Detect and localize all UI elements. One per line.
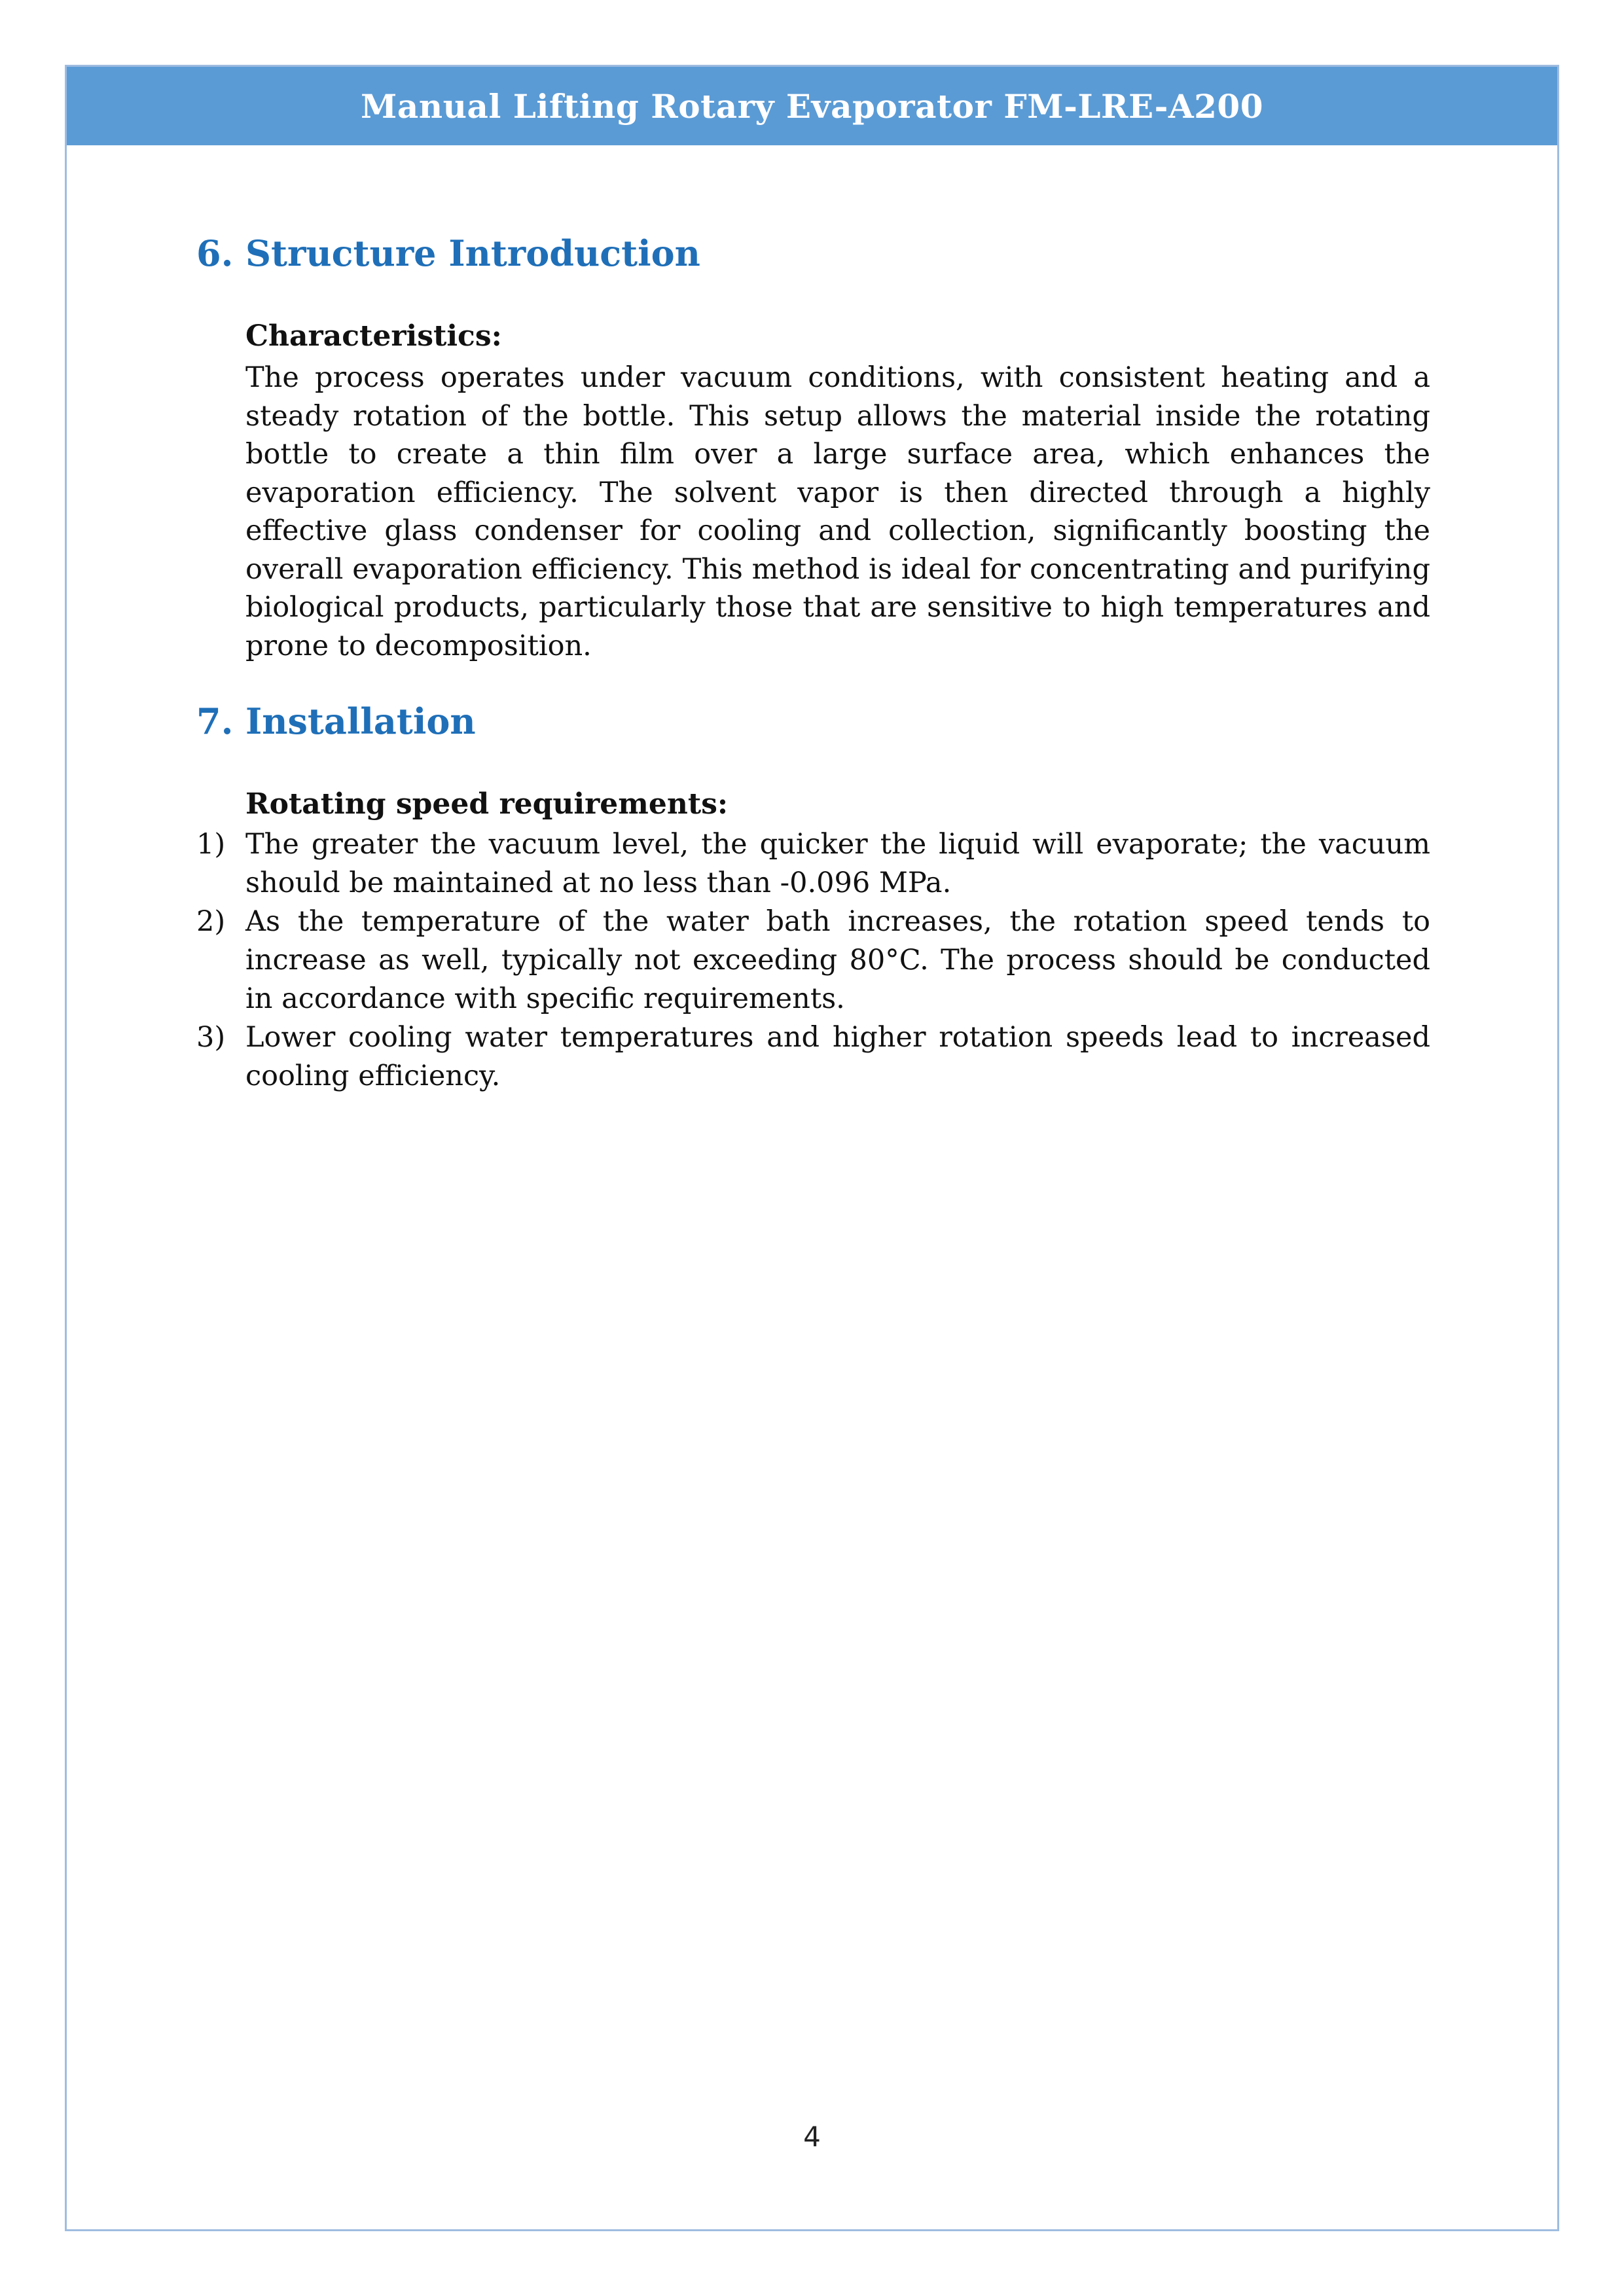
section-heading-installation (196, 700, 476, 742)
list-marker: 1) (196, 828, 226, 861)
section-title: Structure Introduction (245, 232, 700, 274)
list-item-text: Lower cooling water temperatures and higher rotation speeds lead to increased cooling efficiency. (245, 1021, 1430, 1092)
section-title: Installation (245, 700, 476, 742)
page-number: 4 (803, 2121, 821, 2153)
list-marker: 3) (196, 1021, 226, 1054)
list-item (196, 825, 1430, 903)
subheading-rotating-speed-requirements: Rotating speed requirements: (245, 787, 729, 821)
list-item (196, 903, 1430, 1018)
subheading-characteristics: Characteristics: (245, 319, 502, 353)
list-item (196, 1018, 1430, 1096)
requirements-list (196, 825, 1430, 1096)
list-item-text: As the temperature of the water bath increases, the rotation speed tends to increase as well, typically not exceeding 80°C. The process should be conducted in accordance with specific requirements. (245, 905, 1430, 1015)
characteristics-paragraph: The process operates under vacuum conditions, with consistent heating and a steady rotation of the bottle. This setup allows the material inside the rotating bottle to create a thin film over a large surface area, which enhances the evaporation efficiency. The solvent vapor is then directed through a highly effective glass condenser for cooling and collection, significantly boosting the overall evaporation efficiency. This method is ideal for concentrating and purifying biological products, particularly those that are sensitive to high temperatures and prone to decomposition. (245, 361, 1430, 662)
section-heading-structure-introduction (196, 232, 700, 274)
document-title: Manual Lifting Rotary Evaporator FM-LRE-A200 (361, 86, 1263, 126)
section-number: 6. (196, 232, 234, 274)
list-item-text: The greater the vacuum level, the quicker the liquid will evaporate; the vacuum should be maintained at no less than -0.096 MPa. (245, 828, 1430, 899)
header-bar (67, 67, 1557, 145)
section-number: 7. (196, 700, 234, 742)
list-marker: 2) (196, 905, 226, 938)
